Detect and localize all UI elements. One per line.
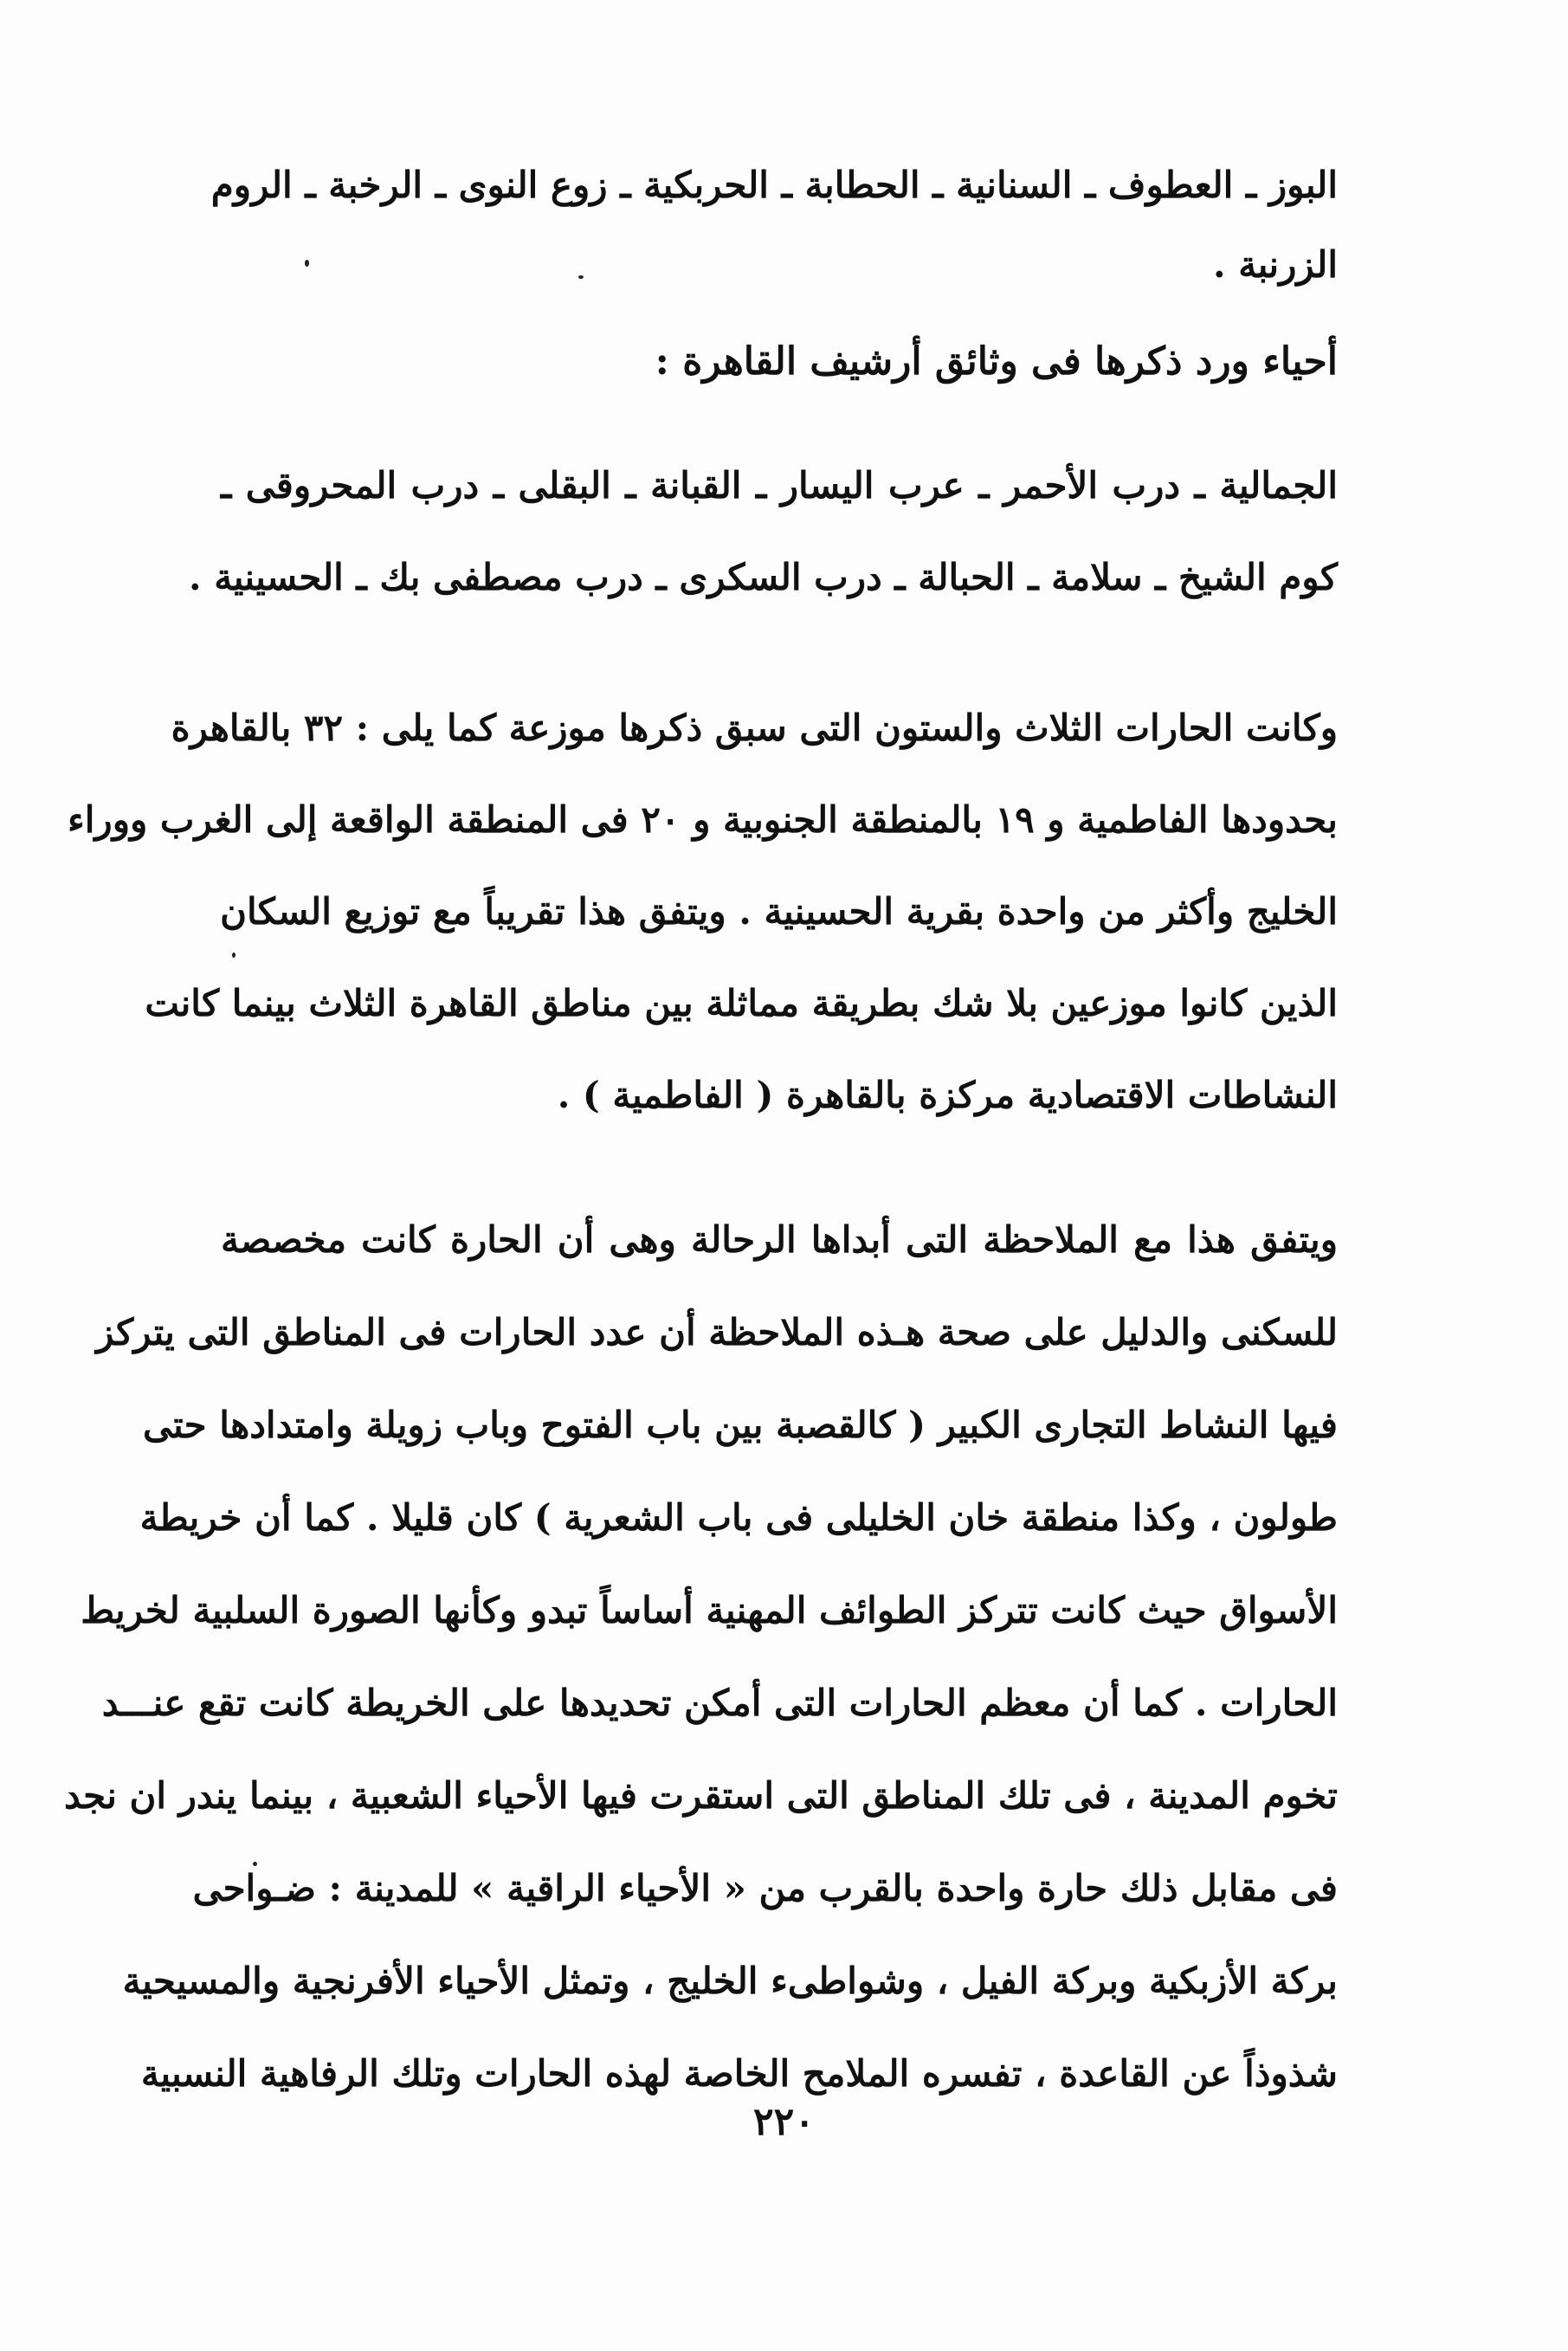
- section-heading-archive: أحياء ورد ذكرها فى وثائق أرشيف القاهرة :: [655, 339, 1338, 384]
- page-number: ٢٢٠: [753, 2100, 815, 2144]
- text-line: فى مقابل ذلك حارة واحدة بالقرب من « الأحياء الراقية » للمدينة : ضـواحى: [192, 1867, 1338, 1909]
- text-line: للسكنى والدليل على صحة هـذه الملاحظة أن عدد الحارات فى المناطق التى يتركز: [96, 1311, 1338, 1353]
- text-line: فيها النشاط التجارى الكبير ( كالقصبة بين باب الفتوح وباب زويلة وامتدادها حتى: [143, 1404, 1338, 1446]
- text-line: كوم الشيخ ـ سلامة ـ الحبالة ـ درب السكرى ـ درب مصطفى بك ـ الحسينية .: [188, 556, 1338, 598]
- text-line: بركة الأزبكية وبركة الفيل ، وشواطىء الخليج ، وتمثل الأحياء الأفرنجية والمسيحية: [122, 1960, 1338, 2002]
- text-line: النشاطات الاقتصادية مركزة بالقاهرة ( الفاطمية ) .: [557, 1074, 1338, 1116]
- scan-speck: [578, 275, 584, 279]
- paragraph-distribution: [68, 682, 1338, 1141]
- paragraph-archive-neighborhoods: [188, 440, 1338, 623]
- paragraph-observation: [64, 1193, 1338, 2120]
- scan-speck: [253, 1862, 257, 1866]
- text-line: الذين كانوا موزعين بلا شك بطريقة مماثلة بين مناطق القاهرة الثلاث بينما كانت: [145, 982, 1338, 1024]
- text-line: الزرنبة .: [1212, 243, 1338, 286]
- paragraph-streets-list: [210, 145, 1338, 305]
- text-line: الخليج وأكثر من واحدة بقرية الحسينية . ويتفق هذا تقريباً مع توزيع السكان: [220, 890, 1338, 933]
- text-line: البوز ـ العطوف ـ السنانية ـ الحطابة ـ الحربكية ـ زوع النوى ـ الرخبة ـ الروم: [210, 164, 1338, 206]
- text-line: تخوم المدينة ، فى تلك المناطق التى استقرت فيها الأحياء الشعبية ، بينما يندر ان نجد: [64, 1774, 1338, 1817]
- text-line: وكانت الحارات الثلاث والستون التى سبق ذكرها موزعة كما يلى : ٣٢ بالقاهرة: [171, 707, 1338, 749]
- text-line: شذوذاً عن القاعدة ، تفسره الملامح الخاصة لهذه الحارات وتلك الرفاهية النسبية: [140, 2052, 1338, 2095]
- text-line: ويتفق هذا مع الملاحظة التى أبداها الرحالة وهى أن الحارة كانت مخصصة: [221, 1218, 1338, 1261]
- text-line: الأسواق حيث كانت تتركز الطوائف المهنية أساساً تبدو وكأنها الصورة السلبية لخريط: [81, 1589, 1338, 1631]
- text-line: الجمالية ـ درب الأحمر ـ عرب اليسار ـ القبانة ـ البقلى ـ درب المحروقى ـ: [221, 464, 1338, 507]
- text-line: بحدودها الفاطمية و ١٩ بالمنطقة الجنوبية و ٢٠ فى المنطقة الواقعة إلى الغرب ووراء: [68, 798, 1338, 841]
- scan-speck: [305, 260, 309, 267]
- scan-speck: [232, 953, 236, 958]
- text-line: الحارات . كما أن معظم الحارات التى أمكن تحديدها على الخريطة كانت تقع عنـــد: [101, 1682, 1338, 1724]
- text-line: طولون ، وكذا منطقة خان الخليلى فى باب الشعرية ) كان قليلا . كما أن خريطة: [139, 1496, 1338, 1539]
